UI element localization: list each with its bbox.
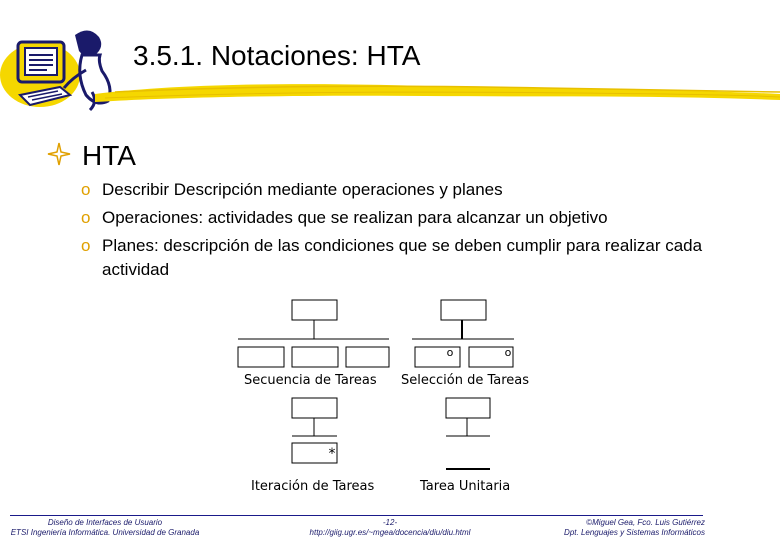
iteration-label: Iteración de Tareas	[251, 479, 375, 494]
footer-rule	[10, 515, 703, 516]
footer-center	[290, 518, 490, 538]
iteration-mark: *	[328, 446, 336, 462]
slide-title: 3.5.1. Notaciones: HTA	[133, 40, 421, 71]
sub-bullet-text: Operaciones: actividades que se realizan para alcanzar un objetivo	[102, 208, 608, 227]
footer-authors: ©Miguel Gea, Fco. Luis Gutiérrez	[586, 518, 705, 527]
footer-right	[545, 518, 705, 538]
page-number: -12-	[382, 518, 398, 527]
selection-mark: o	[446, 346, 454, 359]
sub-bullet-text: Planes: descripción de las condiciones que se deben cumplir para realizar cada actividad	[102, 236, 703, 279]
footer-department: Dpt. Lenguajes y Sistemas Informáticos	[564, 528, 705, 537]
selection-mark: o	[504, 346, 512, 359]
unitary-parent-box	[446, 398, 490, 418]
iteration-parent-box	[292, 398, 337, 418]
sub-bullet-marker: o	[81, 180, 91, 199]
sequence-child-box	[238, 347, 284, 367]
selection-label: Selección de Tareas	[401, 373, 530, 388]
selection-parent-box	[441, 300, 486, 320]
sub-bullet-marker: o	[81, 236, 91, 255]
main-bullet-heading: HTA	[82, 140, 136, 171]
footer-url: http://giig.ugr.es/~mgea/docencia/diu/diu.html	[309, 528, 471, 537]
sub-bullet-text: Describir Descripción mediante operaciones y planes	[102, 180, 503, 199]
footer-left	[10, 518, 200, 538]
sequence-child-box	[292, 347, 338, 367]
footer-course: Diseño de Interfaces de Usuario	[47, 518, 163, 527]
sequence-parent-box	[292, 300, 337, 320]
footer-school: ETSI Ingeniería Informática. Universidad de Granada	[10, 528, 200, 537]
sequence-label: Secuencia de Tareas	[244, 373, 377, 388]
sub-bullet-marker: o	[81, 208, 91, 227]
sequence-child-box	[346, 347, 389, 367]
unitary-label: Tarea Unitaria	[420, 479, 511, 494]
